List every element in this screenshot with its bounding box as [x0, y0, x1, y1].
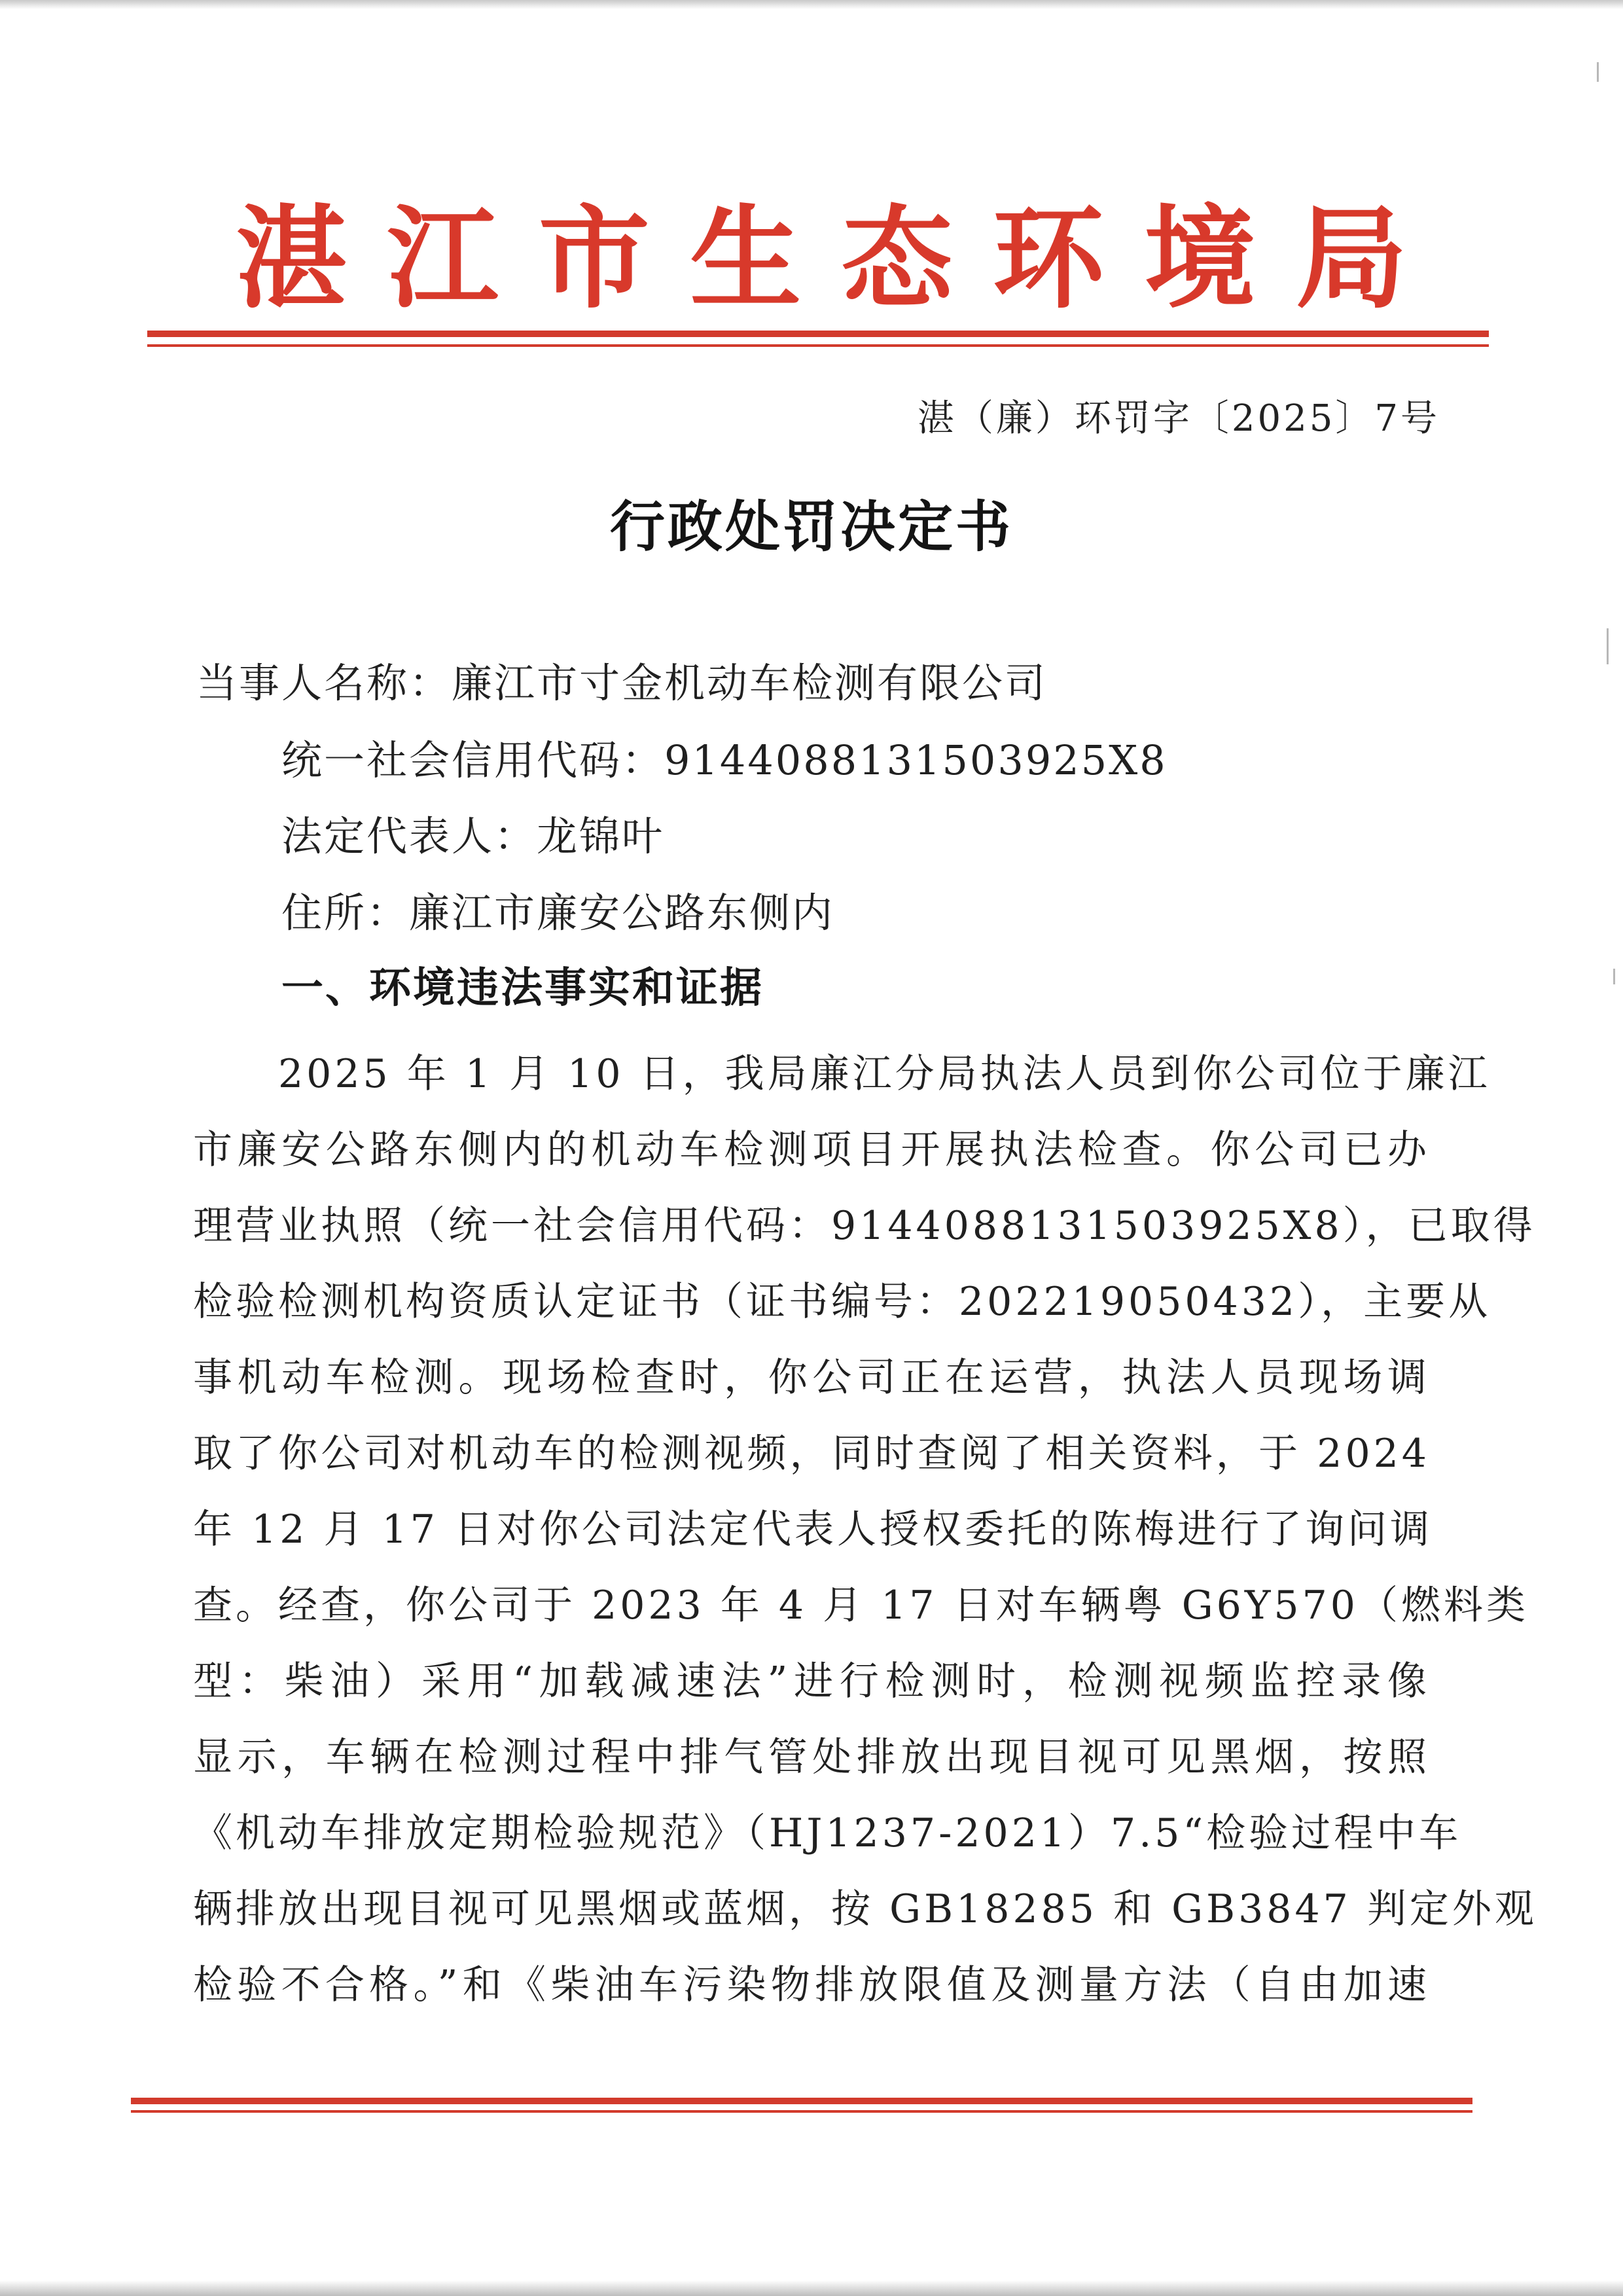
document-number: 湛（廉）环罚字〔2025〕7号 [917, 397, 1440, 440]
scan-speck [1597, 62, 1599, 82]
letterhead-char: 市 [538, 193, 650, 324]
scan-speck [1607, 628, 1609, 664]
address: 廉江市廉安公路东侧内 [409, 889, 835, 937]
party-name-label: 当事人名称： [196, 659, 452, 707]
letterhead-char: 生 [690, 193, 802, 324]
legal-rep-line [281, 804, 664, 869]
section-heading: 一、环境违法事实和证据 [281, 963, 764, 1013]
letterhead-agency-name [236, 193, 1407, 324]
body-line: 事机动车检测。现场检查时，你公司正在运营，执法人员现场调 [193, 1355, 1430, 1401]
credit-code: 9144088131503925X8 [664, 736, 1168, 784]
body-line: 理营业执照（统一社会信用代码：9144088131503925X8），已取得 [193, 1203, 1536, 1249]
letterhead-rule-thick [147, 331, 1489, 337]
credit-code-line [281, 728, 1168, 793]
address-label: 住所： [281, 889, 410, 937]
letterhead-rule-thin [147, 344, 1489, 347]
footer-rule-thick [131, 2098, 1472, 2104]
party-name: 廉江市寸金机动车检测有限公司 [452, 659, 1048, 707]
body-line: 辆排放出现目视可见黑烟或蓝烟，按 GB18285 和 GB3847 判定外观 [193, 1886, 1537, 1932]
body-line: 年 12 月 17 日对你公司法定代表人授权委托的陈梅进行了询问调 [193, 1507, 1433, 1552]
body-line: 取了你公司对机动车的检测视频，同时查阅了相关资料，于 2024 [193, 1431, 1430, 1477]
body-text [193, 1036, 1537, 2023]
address-line [281, 880, 834, 946]
body-line: 检验检测机构资质认定证书（证书编号：202219050432），主要从 [193, 1279, 1491, 1325]
body-line: 显示，车辆在检测过程中排气管处排放出现目视可见黑烟，按照 [193, 1734, 1430, 1780]
body-line: 2025 年 1 月 10 日，我局廉江分局执法人员到你公司位于廉江 [278, 1051, 1491, 1097]
letterhead-char: 环 [993, 193, 1105, 324]
letterhead-char: 局 [1295, 193, 1407, 324]
body-line: 查。经查，你公司于 2023 年 4 月 17 日对车辆粤 G6Y570（燃料类 [193, 1583, 1529, 1628]
body-line: 《机动车排放定期检验规范》（HJ1237-2021）7.5“检验过程中车 [193, 1810, 1462, 1856]
scan-edge-bottom [0, 2280, 1623, 2296]
body-line: 型：柴油）采用“加载减速法”进行检测时，检测视频监控录像 [193, 1659, 1430, 1704]
letterhead-char: 江 [387, 193, 499, 324]
credit-code-label: 统一社会信用代码： [281, 736, 665, 784]
footer-rule-thin [131, 2110, 1472, 2113]
legal-rep: 龙锦叶 [537, 812, 665, 860]
body-line: 检验不合格。”和《柴油车污染物排放限值及测量方法（自由加速 [193, 1962, 1430, 2008]
party-name-line [196, 651, 1047, 716]
letterhead-char: 境 [1144, 193, 1256, 324]
document-title: 行政处罚决定书 [609, 494, 1013, 559]
legal-rep-label: 法定代表人： [281, 812, 537, 860]
letterhead-char: 态 [841, 193, 953, 324]
letterhead-char: 湛 [236, 193, 348, 324]
scan-edge-top [0, 0, 1623, 9]
body-line: 市廉安公路东侧内的机动车检测项目开展执法检查。你公司已办 [193, 1127, 1430, 1173]
scan-speck [1613, 969, 1615, 984]
